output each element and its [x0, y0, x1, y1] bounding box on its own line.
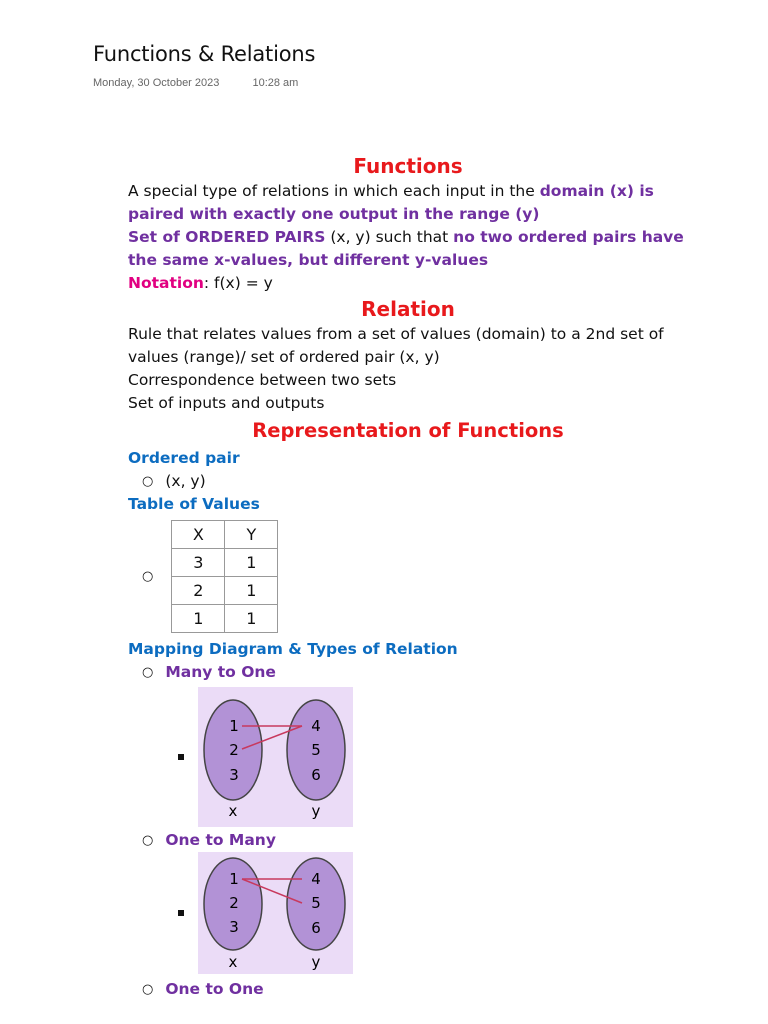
relation-line-3: Set of inputs and outputs	[128, 394, 325, 412]
table-of-values	[171, 520, 278, 633]
circle-bullet-icon: ○	[142, 569, 154, 584]
domain-value: 3	[229, 765, 239, 784]
table-cell: 3	[172, 549, 225, 577]
relation-line-1: Rule that relates values from a set of values (domain) to a 2nd set of values (range)/ set of ordered pair (x, y)	[128, 325, 664, 366]
functions-heading: Functions	[353, 154, 463, 178]
circle-bullet-icon: ○	[142, 833, 154, 848]
table-cell: 1	[172, 605, 225, 633]
domain-value: 2	[229, 740, 239, 759]
many-to-one-diagram-row	[128, 684, 688, 829]
table-row	[172, 577, 278, 605]
one-to-many-diagram	[198, 852, 353, 974]
functions-def-highlight: domain (x) is paired with exactly one output in the range (y)	[128, 182, 654, 223]
functions-ordered-pairs	[128, 226, 688, 272]
square-bullet-icon	[178, 910, 184, 916]
page-time: 10:28 am	[252, 77, 299, 89]
domain-axis-label: x	[228, 801, 238, 820]
table-header-x: X	[172, 521, 225, 549]
many-to-one-item	[142, 661, 688, 684]
table-cell: 1	[225, 605, 278, 633]
range-value: 6	[311, 919, 321, 937]
ordered-pair-value: (x, y)	[165, 472, 206, 490]
circle-bullet-icon: ○	[142, 474, 154, 489]
ordered-pairs-label: Set of ORDERED PAIRS	[128, 228, 326, 246]
range-value: 4	[311, 716, 321, 735]
range-value: 6	[311, 765, 321, 784]
one-to-many-diagram-row	[128, 852, 688, 974]
table-row	[172, 605, 278, 633]
table-row	[172, 549, 278, 577]
table-header-y: Y	[225, 521, 278, 549]
page-title: Functions & Relations	[93, 42, 316, 66]
notation-label: Notation	[128, 274, 204, 292]
domain-value: 2	[229, 894, 239, 912]
relation-heading: Relation	[361, 297, 455, 321]
page-date: Monday, 30 October 2023	[93, 77, 220, 89]
page-meta	[93, 77, 298, 89]
note-content	[128, 152, 688, 1001]
range-axis-label: y	[311, 801, 321, 820]
one-to-many-label: One to Many	[165, 831, 276, 849]
one-to-many-item	[142, 829, 688, 852]
table-header-row	[172, 521, 278, 549]
ordered-pairs-highlight: no two ordered pairs have the same x-values, but different y-values	[128, 228, 684, 269]
functions-def-text: A special type of relations in which each input in the	[128, 182, 540, 200]
notation-value: : f(x) = y	[203, 274, 273, 292]
domain-value: 3	[229, 918, 239, 936]
one-to-one-label: One to One	[165, 980, 264, 998]
range-value: 5	[311, 740, 321, 759]
circle-bullet-icon: ○	[142, 982, 154, 997]
table-of-values-item	[142, 520, 688, 633]
one-to-many-svg	[198, 852, 353, 974]
many-to-one-diagram	[198, 687, 353, 827]
domain-value: 1	[229, 716, 239, 735]
ordered-pairs-text: (x, y) such that	[325, 228, 454, 246]
square-bullet-icon	[178, 754, 184, 760]
mapping-diagram-label: Mapping Diagram & Types of Relation	[128, 640, 458, 658]
table-cell: 1	[225, 549, 278, 577]
one-to-one-item	[142, 978, 688, 1001]
domain-value: 1	[229, 870, 239, 888]
table-cell: 1	[225, 577, 278, 605]
range-value: 4	[311, 870, 321, 888]
range-axis-label: y	[311, 953, 321, 971]
table-of-values-label: Table of Values	[128, 495, 260, 513]
relation-line-2: Correspondence between two sets	[128, 371, 397, 389]
functions-definition	[128, 180, 688, 226]
representation-heading: Representation of Functions	[252, 419, 564, 442]
many-to-one-svg	[198, 687, 353, 827]
circle-bullet-icon: ○	[142, 665, 154, 680]
many-to-one-label: Many to One	[165, 663, 276, 681]
ordered-pair-label: Ordered pair	[128, 449, 240, 467]
functions-notation	[128, 272, 688, 295]
table-cell: 2	[172, 577, 225, 605]
domain-axis-label: x	[228, 953, 238, 971]
ordered-pair-item	[142, 470, 688, 493]
range-value: 5	[311, 894, 321, 912]
